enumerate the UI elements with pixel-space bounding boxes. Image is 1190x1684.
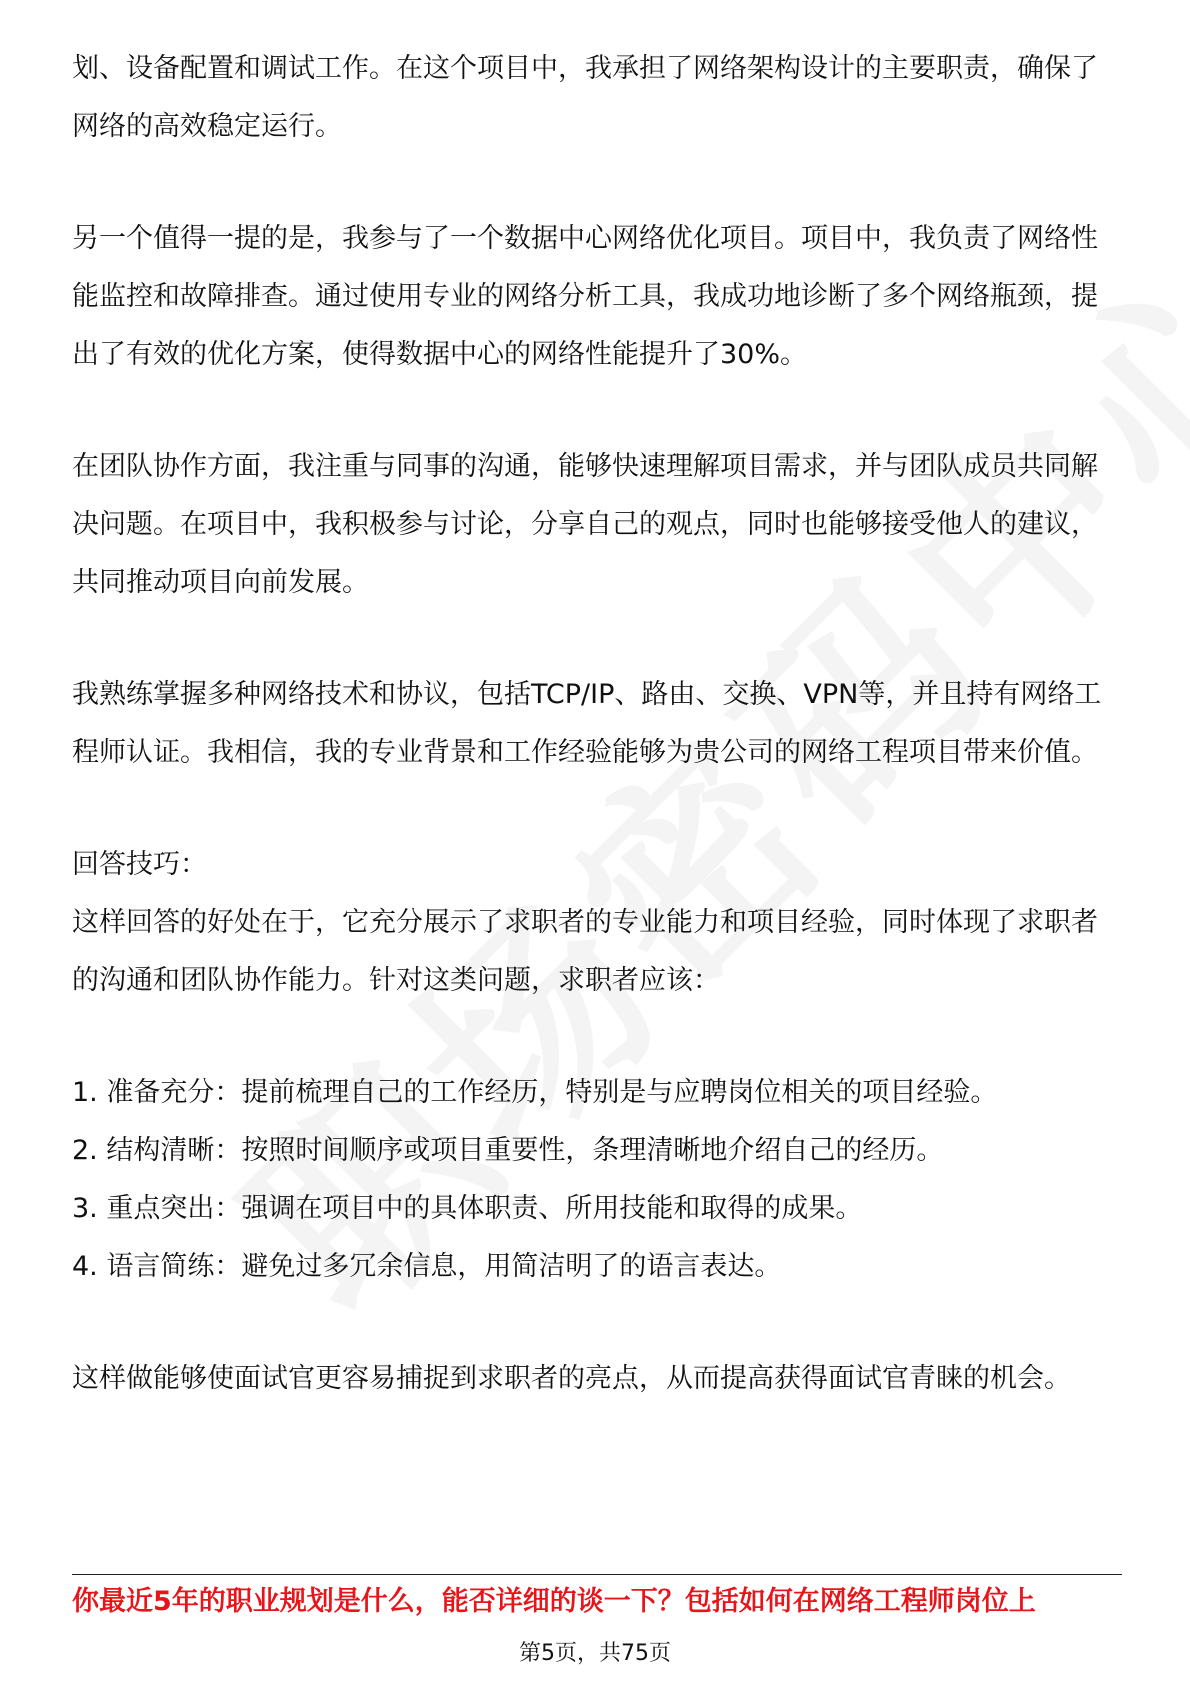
page-number: 第5页，共75页 xyxy=(519,1641,671,1666)
next-question-heading: 你最近5年的职业规划是什么，能否详细的谈一下？包括如何在网络工程师岗位上 xyxy=(72,1586,1036,1617)
tips-intro: 这样回答的好处在于，它充分展示了求职者的专业能力和项目经验，同时体现了求职者的沟通和团队协作能力。针对这类问题，求职者应该： xyxy=(72,907,1098,996)
list-item: 4. 语言简练：避免过多冗余信息，用简洁明了的语言表达。 xyxy=(72,1251,782,1282)
list-item: 2. 结构清晰：按照时间顺序或项目重要性，条理清晰地介绍自己的经历。 xyxy=(72,1135,944,1166)
tips-conclusion: 这样做能够使面试官更容易捕捉到求职者的亮点，从而提高获得面试官青睐的机会。 xyxy=(72,1363,1071,1394)
list-item: 3. 重点突出：强调在项目中的具体职责、所用技能和取得的成果。 xyxy=(72,1193,863,1224)
document-body xyxy=(72,40,1122,1462)
paragraph-skills: 我熟练掌握多种网络技术和协议，包括TCP/IP、路由、交换、VPN等，并且持有网络工程师认证。我相信，我的专业背景和工作经验能够为贵公司的网络工程项目带来价值。 xyxy=(72,679,1102,768)
paragraph-teamwork: 在团队协作方面，我注重与同事的沟通，能够快速理解项目需求，并与团队成员共同解决问题。在项目中，我积极参与讨论，分享自己的观点，同时也能够接受他人的建议，共同推动项目向前发展。 xyxy=(72,451,1098,598)
divider xyxy=(72,1574,1122,1575)
tips-heading: 回答技巧： xyxy=(72,849,207,880)
tips-list xyxy=(72,1064,1122,1296)
list-item: 1. 准备充分：提前梳理自己的工作经历，特别是与应聘岗位相关的项目经验。 xyxy=(72,1077,998,1108)
paragraph-datacenter-project: 另一个值得一提的是，我参与了一个数据中心网络优化项目。项目中，我负责了网络性能监控和故障排查。通过使用专业的网络分析工具，我成功地诊断了多个网络瓶颈，提出了有效的优化方案，使得数据中心的网络性能提升了30%。 xyxy=(72,223,1098,370)
paragraph-project-intro: 划、设备配置和调试工作。在这个项目中，我承担了网络架构设计的主要职责，确保了网络的高效稳定运行。 xyxy=(72,53,1098,142)
